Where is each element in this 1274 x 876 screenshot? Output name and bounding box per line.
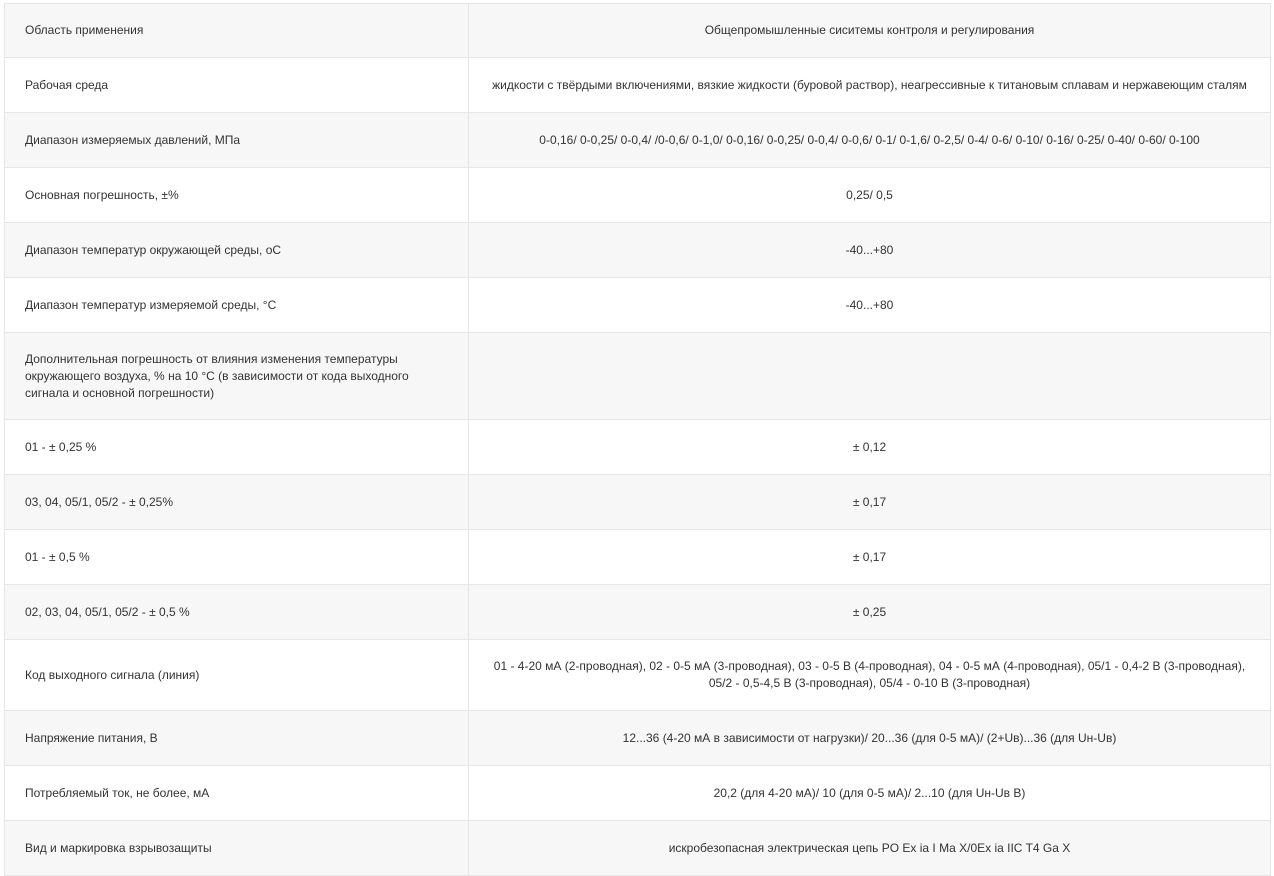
spec-name: 01 - ± 0,25 % <box>5 420 469 475</box>
spec-name: Область применения <box>5 4 469 58</box>
spec-value: 01 - 4-20 мА (2-проводная), 02 - 0-5 мА (3-проводная), 03 - 0-5 В (4-проводная), 04 - 0-5 мА (4-проводная), 05/1 - 0,4-2 В (3-проводная), 05/2 - 0,5-4,5 В (3-проводная), 05/4 - 0-10 В (3-проводная) <box>469 640 1271 711</box>
spec-name: Дополнительная погрешность от влияния изменения температуры окружающего воздуха, % на 10 °С (в зависимости от кода выходного сигнала и основной погрешности) <box>5 333 469 420</box>
table-row <box>5 475 1271 530</box>
table-row <box>5 113 1271 168</box>
table-row <box>5 766 1271 821</box>
spec-value: -40...+80 <box>469 278 1271 333</box>
spec-name: Вид и маркировка взрывозащиты <box>5 821 469 876</box>
spec-name: Диапазон температур окружающей среды, оС <box>5 223 469 278</box>
table-row <box>5 168 1271 223</box>
table-row <box>5 640 1271 711</box>
spec-value: 0-0,16/ 0-0,25/ 0-0,4/ /0-0,6/ 0-1,0/ 0-0,16/ 0-0,25/ 0-0,4/ 0-0,6/ 0-1/ 0-1,6/ 0-2,5/ 0-4/ 0-6/ 0-10/ 0-16/ 0-25/ 0-40/ 0-60/ 0-100 <box>469 113 1271 168</box>
table-row <box>5 585 1271 640</box>
table-row <box>5 420 1271 475</box>
table-row <box>5 223 1271 278</box>
spec-value: ± 0,17 <box>469 530 1271 585</box>
spec-value: Общепромышленные сиситемы контроля и регулирования <box>469 4 1271 58</box>
spec-name: Основная погрешность, ±% <box>5 168 469 223</box>
spec-value: 20,2 (для 4-20 мА)/ 10 (для 0-5 мА)/ 2...10 (для Uн-Uв В) <box>469 766 1271 821</box>
spec-value: 12...36 (4-20 мА в зависимости от нагрузки)/ 20...36 (для 0-5 мА)/ (2+Uв)...36 (для Uн-Uв) <box>469 711 1271 766</box>
spec-name: Диапазон температур измеряемой среды, °С <box>5 278 469 333</box>
spec-name: Диапазон измеряемых давлений, МПа <box>5 113 469 168</box>
spec-name: Напряжение питания, В <box>5 711 469 766</box>
table-row <box>5 711 1271 766</box>
table-row <box>5 58 1271 113</box>
table-row <box>5 278 1271 333</box>
spec-value: 0,25/ 0,5 <box>469 168 1271 223</box>
spec-name: 02, 03, 04, 05/1, 05/2 - ± 0,5 % <box>5 585 469 640</box>
spec-value: ± 0,25 <box>469 585 1271 640</box>
table-row <box>5 4 1271 58</box>
spec-name: Код выходного сигнала (линия) <box>5 640 469 711</box>
specifications-table <box>4 3 1271 876</box>
spec-name: 01 - ± 0,5 % <box>5 530 469 585</box>
spec-name: Рабочая среда <box>5 58 469 113</box>
table-row <box>5 333 1271 420</box>
table-row <box>5 530 1271 585</box>
spec-value: ± 0,17 <box>469 475 1271 530</box>
table-row <box>5 821 1271 876</box>
spec-value: -40...+80 <box>469 223 1271 278</box>
spec-name: Потребляемый ток, не более, мА <box>5 766 469 821</box>
spec-value <box>469 333 1271 420</box>
spec-name: 03, 04, 05/1, 05/2 - ± 0,25% <box>5 475 469 530</box>
spec-value: искробезопасная электрическая цепь PO Ex ia I Ma X/0Ex ia IIC T4 Ga X <box>469 821 1271 876</box>
spec-value: ± 0,12 <box>469 420 1271 475</box>
spec-value: жидкости с твёрдыми включениями, вязкие жидкости (буровой раствор), неагрессивные к титановым сплавам и нержавеющим сталям <box>469 58 1271 113</box>
